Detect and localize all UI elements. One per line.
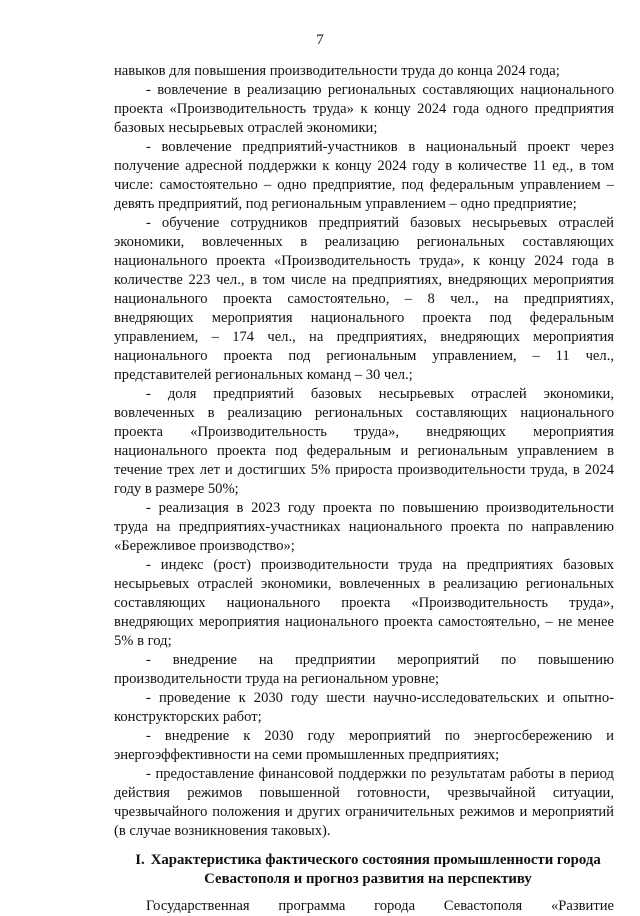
section-title: Характеристика фактического состояния промышленности города Севастополя и прогноз развития на перспективу [150, 852, 601, 887]
page-number: 7 [316, 32, 324, 48]
paragraph-5: - доля предприятий базовых несырьевых отраслей экономики, вовлеченных в реализацию региональных составляющих национального проекта «Производительность труда», внедряющих мероприятия национального проекта под федеральным и региональным управлением в течение трех лет и достигших 5% прироста производительности труда, в 2024 году в размере 50%; [114, 386, 614, 497]
paragraph-10: - внедрение к 2030 году мероприятий по энергосбережению и энергоэффективности на семи промышленных предприятиях; [114, 728, 614, 763]
document-body [114, 62, 614, 916]
paragraph-8: - внедрение на предприятии мероприятий по повышению производительности труда на региональном уровне; [114, 652, 614, 687]
paragraph-4: - обучение сотрудников предприятий базовых несырьевых отраслей экономики, вовлеченных в реализацию региональных составляющих национального проекта «Производительность труда», к концу 2024 года в количестве 223 чел., в том числе на предприятиях, внедряющих мероприятия национального проекта самостоятельно, – 8 чел., на предприятиях, внедряющих мероприятия национального проекта под федеральным управлением, – 174 чел., на предприятиях, внедряющих мероприятия национального проекта под региональным управлением, – 11 чел., представителей региональных команд – 30 чел.; [114, 215, 614, 383]
section-number: I. [135, 852, 145, 868]
paragraph-1: навыков для повышения производительности труда до конца 2024 года; [114, 63, 560, 79]
paragraph-2: - вовлечение в реализацию региональных составляющих национального проекта «Производительность труда» к концу 2024 года одного предприятия базовых несырьевых отраслей экономики; [114, 82, 614, 136]
paragraph-6: - реализация в 2023 году проекта по повышению производительности труда на предприятиях-участниках национального проекта по направлению «Бережливое производство»; [114, 500, 614, 554]
paragraph-3: - вовлечение предприятий-участников в национальный проект через получение адресной поддержки к концу 2024 году в количестве 11 ед., в том числе: самостоятельно – одно предприятие, под федеральным управлением – девять предприятий, под региональным управлением – одно предприятие; [114, 139, 614, 212]
paragraph-11: - предоставление финансовой поддержки по результатам работы в период действия режимов повышенной готовности, чрезвычайной ситуации, чрезвычайного положения и других ограничительных режимов и мероприятий (в случае возникновения таковых). [114, 766, 614, 839]
section-heading [114, 851, 614, 889]
paragraph-continuation: Государственная программа города Севастополя «Развитие [146, 898, 614, 914]
paragraph-9: - проведение к 2030 году шести научно-исследовательских и опытно-конструкторских работ; [114, 690, 614, 725]
paragraph-7: - индекс (рост) производительности труда на предприятиях базовых несырьевых отраслей экономики, вовлеченных в реализацию региональных составляющих национального проекта «Производительность труда», внедряющих мероприятия национального проекта самостоятельно, – не менее 5% в год; [114, 557, 614, 649]
